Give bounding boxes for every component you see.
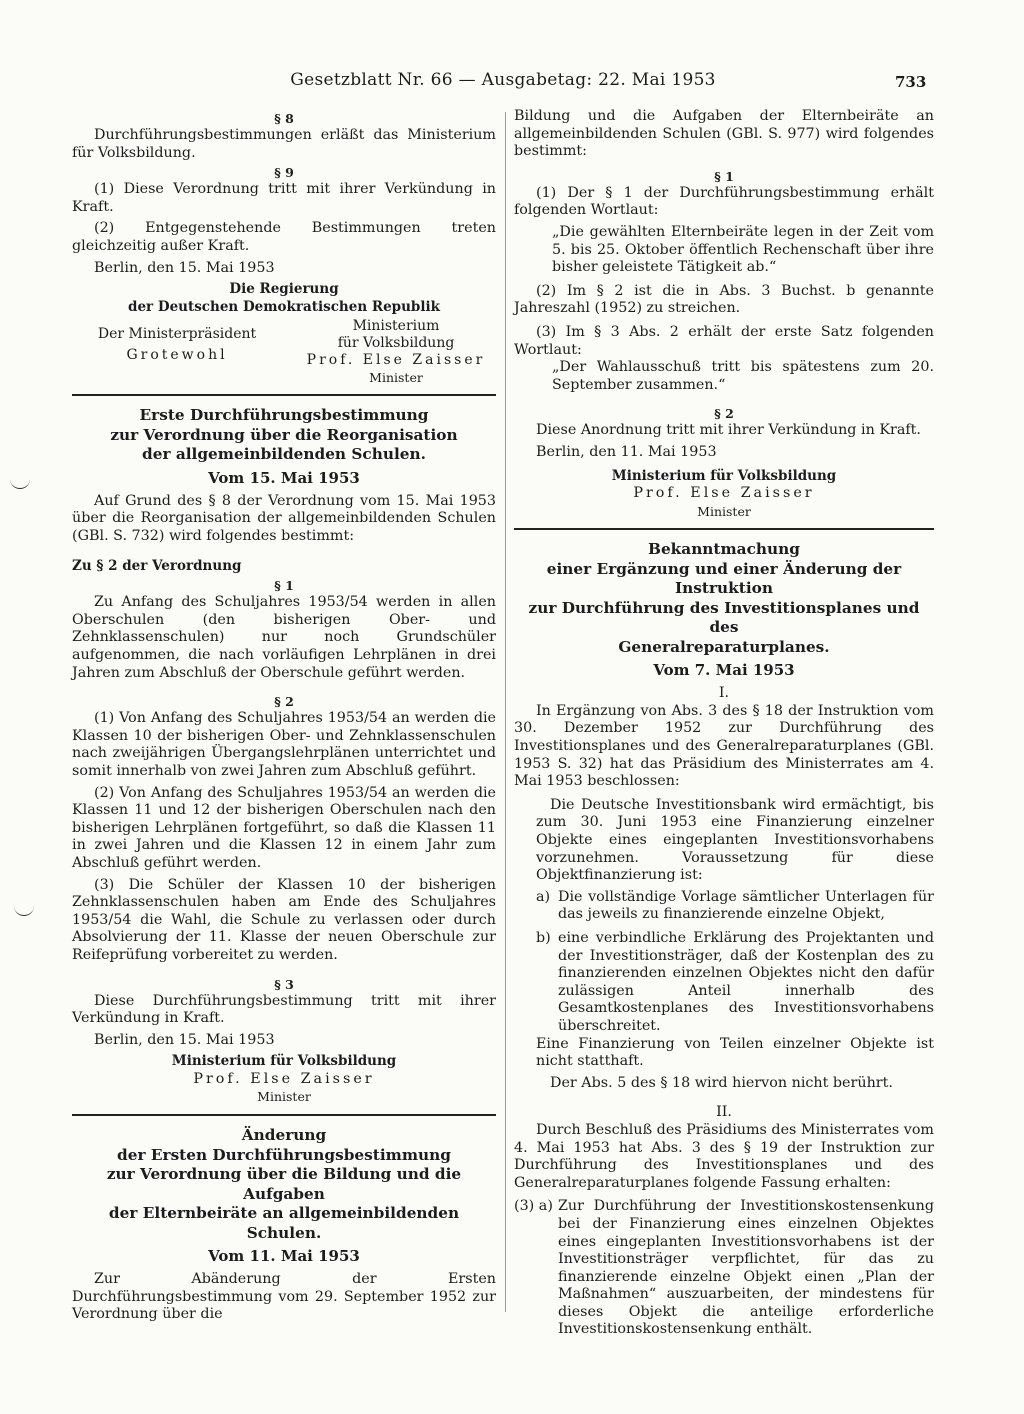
section-heading: § 2 [274,694,294,710]
paragraph: Eine Finanzierung von Teilen einzelner Objekte ist nicht statthaft. [536,1035,934,1070]
signature-name: Prof. Else Zaisser [193,1070,375,1087]
document-title: Erste Durchführungsbestimmung zur Verordnung über die Reorganisation der allgemeinbildenden Schulen. [110,406,458,464]
signature-name: Grotewohl [126,347,228,364]
signature-block [72,318,496,386]
page-number: 733 [895,73,927,91]
list-item: a) Die vollständige Vorlage sämtlicher Unterlagen für das jeweils zu finanzierende einzelne Objekt, [536,888,934,923]
column-divider [505,112,506,1312]
document-title: Änderung der Ersten Durchführungsbestimmung zur Verordnung über die Bildung und die Aufgaben der Elternbeiräte an allgemeinbildenden Schulen. [106,1126,462,1242]
signature-org: für Volksbildung [337,335,455,352]
paragraph: (3) Die Schüler der Klassen 10 der bisherigen Zehnklassenschulen haben am Ende des Schuljahres 1953/54 die Wahl, die Schule zu verlassen oder durch Absolvierung der 11. Klasse der neuen Oberschule zur Reifeprüfung vorbereitet zu werden. [72,876,496,963]
signature-role: Minister [697,503,751,519]
document-date: Vom 11. Mai 1953 [208,1247,360,1266]
paragraph: (2) Entgegenstehende Bestimmungen treten gleichzeitig außer Kraft. [72,220,496,254]
signature-org: Ministerium für Volksbildung [171,1053,397,1070]
paragraph: Die Deutsche Investitionsbank wird ermächtigt, bis zum 30. Juni 1953 eine Finanzierung einzelner Objekte eines eingeplanten Investitionsvorhabens vorzunehmen. Voraussetzung für diese Objektfinanzierung ist: [536,796,934,884]
section-heading: § 2 [714,406,734,422]
section-heading: § 9 [274,165,294,181]
paragraph: In Ergänzung von Abs. 3 des § 18 der Instruktion vom 30. Dezember 1952 zur Durchführung des Investitionsplanes und des Generalreparaturplanes (GBl. 1953 S. 32) hat das Präsidium des Ministerrates am 4. Mai 1953 beschlossen: [514,702,934,790]
section-heading: § 1 [274,578,294,594]
place-date: Berlin, den 15. Mai 1953 [94,259,275,276]
header-title: Gesetzblatt Nr. 66 — Ausgabetag: 22. Mai 1953 [290,70,716,90]
section-heading: § 1 [714,168,734,184]
paragraph: Diese Durchführungsbestimmung tritt mit ihrer Verkündung in Kraft. [72,992,496,1027]
section-heading: § 8 [274,111,294,126]
paragraph: Zur Abänderung der Ersten Durchführungsbestimmung vom 29. September 1952 zur Verordnung über die [72,1271,496,1323]
list-item: b) eine verbindliche Erklärung des Projektanten und der Investitionsträger, daß der Kostenplan des zu finanzierenden einzelnen Objektes nicht den dafür zulässigen Anteil innerhalb des Gesamtkostenplanes des Investitionsvorhabens überschreitet. [536,930,934,1034]
paragraph: (1) Diese Verordnung tritt mit ihrer Verkündung in Kraft. [72,181,496,215]
paragraph: Der Abs. 5 des § 18 wird hiervon nicht berührt. [550,1074,893,1091]
margin-pencil-mark [10,478,30,489]
left-column [72,108,496,1324]
part-numeral: I. [718,685,730,702]
paragraph: Durchführungsbestimmungen erläßt das Ministerium für Volksbildung. [72,127,496,161]
paragraph: Auf Grund des § 8 der Verordnung vom 15. Mai 1953 über die Reorganisation der allgemeinbildenden Schulen (GBl. S. 732) wird folgendes bestimmt: [72,492,496,545]
paragraph: (2) Von Anfang des Schuljahres 1953/54 an werden die Klassen 11 und 12 der bisherigen Oberschulen nach den bisherigen Lehrplänen fortgeführt, so daß die Klassen 11 in zwei Jahren und die Klassen 12 in einem Jahr zum Abschluß geführt werden. [72,784,496,871]
signature-org: Ministerium für Volksbildung [611,467,837,484]
signature-role: Minister [257,1089,311,1105]
paragraph: (1) Der § 1 der Durchführungsbestimmung erhält folgenden Wortlaut: [514,184,934,219]
signature-name: Prof. Else Zaisser [306,352,486,369]
list-item: (3) a) Zur Durchführung der Investitionskostensenkung bei der Finanzierung eines einzelnen Objektes eines eingeplanten Investitionsvorhabens ist der Investitionsträger verpflichtet, für das zu finanzierende einzelne Objekt einen „Plan der Maßnahmen“ auszuarbeiten, der mindestens für dieses Objekt die anteilige erforderliche Investitionskostensenkung enthält. [514,1198,934,1338]
paragraph: Bildung und die Aufgaben der Elternbeiräte an allgemeinbildenden Schulen (GBl. S. 977) wird folgendes bestimmt: [514,108,934,160]
signature-authority: Die Regierung [229,281,339,298]
section-heading: § 3 [274,976,294,992]
paragraph: (1) Von Anfang des Schuljahres 1953/54 an werden die Klassen 10 der bisherigen Ober- und Zehnklassenschulen nach zweijährigen Übergangslehrplänen unterrichtet und somit innerhalb von zwei Jahren zum Abschluß geführt. [72,710,496,779]
quotation: „Der Wahlausschuß tritt bis spätestens zum 20. September zusammen.“ [552,359,934,393]
signature-authority: der Deutschen Demokratischen Republik [128,298,440,315]
signature-org: Ministerium [352,318,440,335]
section-rule [72,394,496,396]
right-column [514,108,934,1339]
paragraph: Durch Beschluß des Präsidiums des Ministerrates vom 4. Mai 1953 hat Abs. 3 des § 19 der Instruktion zur Durchführung des Investitionsplanes und des Generalreparaturplanes folgende Fassung erhalten: [514,1121,934,1191]
quotation: „Die gewählten Elternbeiräte legen in der Zeit vom 5. bis 25. Oktober öffentlich Rechenschaft über ihre bisher geleistete Tätigkeit ab.“ [552,223,934,276]
margin-pencil-mark [14,905,34,916]
subheading: Zu § 2 der Verordnung [72,557,242,574]
paragraph: Zu Anfang des Schuljahres 1953/54 werden in allen Oberschulen (den bisherigen Ober- und Zehnklassenschulen) nur noch Grundschüler aufgenommen, die nach vorläufigen Lehrplänen in drei Jahren zum Abschluß der Oberschule geführt werden. [72,594,496,681]
document-date: Vom 7. Mai 1953 [653,661,795,680]
place-date: Berlin, den 11. Mai 1953 [536,443,717,460]
signature-role: Minister [369,370,423,386]
paragraph: Diese Anordnung tritt mit ihrer Verkündung in Kraft. [536,422,921,439]
paragraph: (2) Im § 2 ist die in Abs. 3 Buchst. b genannte Jahreszahl (1952) zu streichen. [514,282,934,317]
signature-role: Der Ministerpräsident [97,326,257,343]
part-numeral: II. [716,1104,732,1121]
paragraph: (3) Im § 3 Abs. 2 erhält der erste Satz folgenden Wortlaut: [514,323,934,358]
document-date: Vom 15. Mai 1953 [208,468,360,487]
section-rule [514,528,934,530]
document-title: Bekanntmachung einer Ergänzung und einer Änderung der Instruktion zur Durchführung des Investitionsplanes und des Generalreparaturplanes. [528,540,920,656]
place-date: Berlin, den 15. Mai 1953 [94,1031,275,1048]
section-rule [72,1114,496,1116]
signature-name: Prof. Else Zaisser [633,485,815,502]
